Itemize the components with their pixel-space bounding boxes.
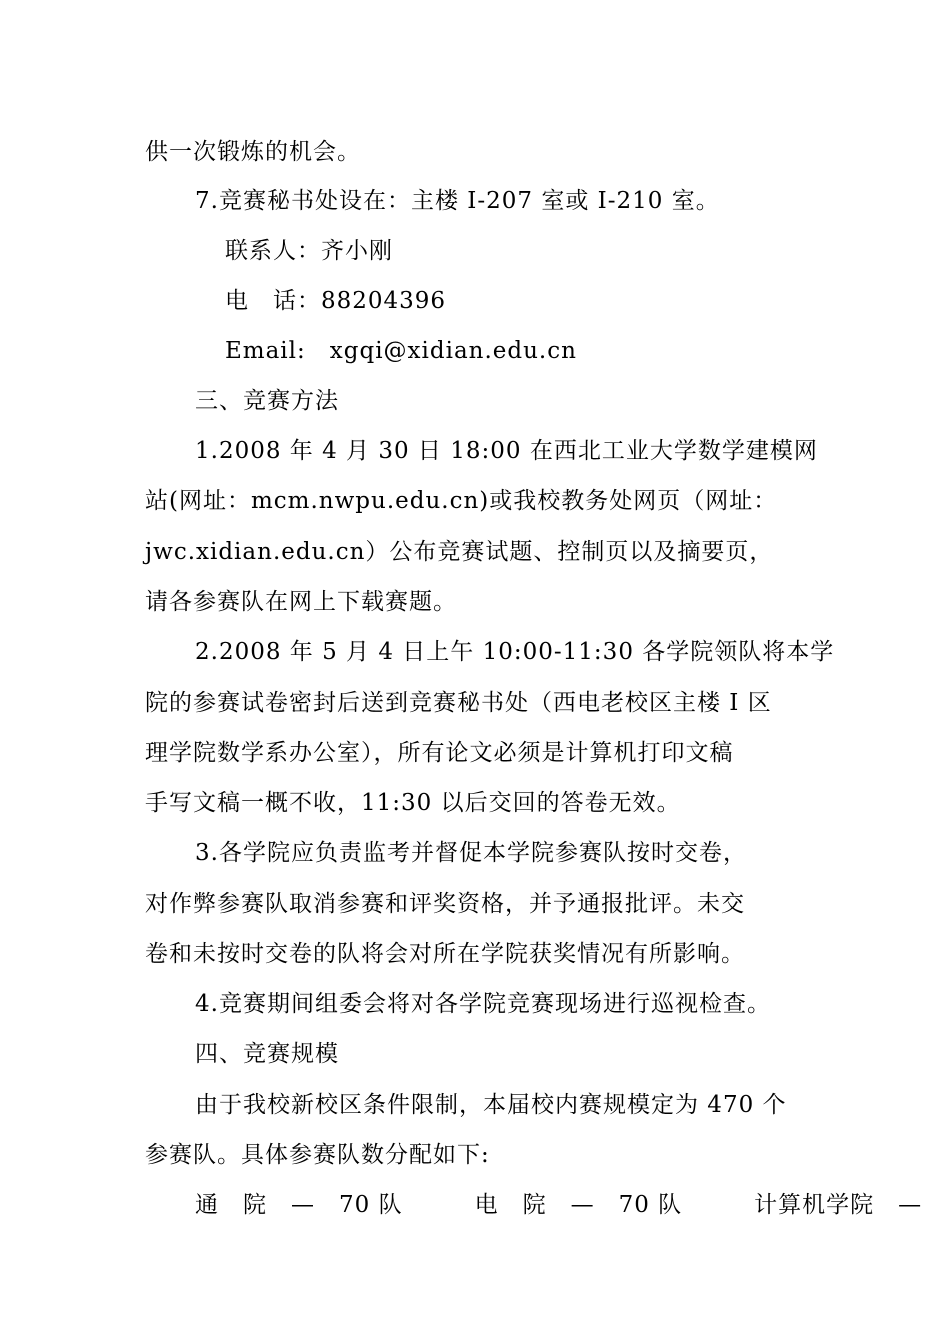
text-line: 1.2008 年 4 月 30 日 18:00 在西北工业大学数学建模网: [195, 438, 818, 464]
text-line: 通 院 — 70 队 电 院 — 70 队 计算机学院 —: [195, 1192, 923, 1218]
text-line: 卷和未按时交卷的队将会对所在学院获奖情况有所影响。: [145, 941, 745, 967]
text-line: 手写文稿一概不收，11:30 以后交回的答卷无效。: [145, 790, 681, 816]
text-line: 4.竞赛期间组委会将对各学院竞赛现场进行巡视检查。: [195, 991, 771, 1017]
text-line: jwc.xidian.edu.cn）公布竞赛试题、控制页以及摘要页，: [145, 539, 774, 565]
text-line: 3.各学院应负责监考并督促本学院参赛队按时交卷，: [195, 840, 747, 866]
text-line: 院的参赛试卷密封后送到竞赛秘书处（西电老校区主楼 I 区: [145, 690, 772, 716]
text-line: 参赛队。具体参赛队数分配如下:: [145, 1142, 490, 1168]
section-heading: 三、竞赛方法: [195, 388, 339, 414]
text-line: 联系人：齐小刚: [225, 238, 393, 264]
text-line: 请各参赛队在网上下载赛题。: [145, 589, 457, 615]
text-line: 供一次锻炼的机会。: [145, 139, 361, 165]
text-line: 理学院数学系办公室），所有论文必须是计算机打印文稿: [145, 740, 734, 766]
text-line: 由于我校新校区条件限制，本届校内赛规模定为 470 个: [195, 1092, 787, 1118]
text-line: 2.2008 年 5 月 4 日上午 10:00-11:30 各学院领队将本学: [195, 639, 835, 665]
text-line: 站(网址：mcm.nwpu.edu.cn)或我校教务处网页（网址：: [145, 488, 778, 514]
text-line: Email: xgqi@xidian.edu.cn: [225, 338, 577, 364]
text-line: 7.竞赛秘书处设在：主楼 I-207 室或 I-210 室。: [195, 188, 720, 214]
text-line: 电 话：88204396: [225, 288, 447, 314]
section-heading: 四、竞赛规模: [195, 1041, 339, 1067]
text-line: 对作弊参赛队取消参赛和评奖资格，并予通报批评。未交: [145, 891, 745, 917]
